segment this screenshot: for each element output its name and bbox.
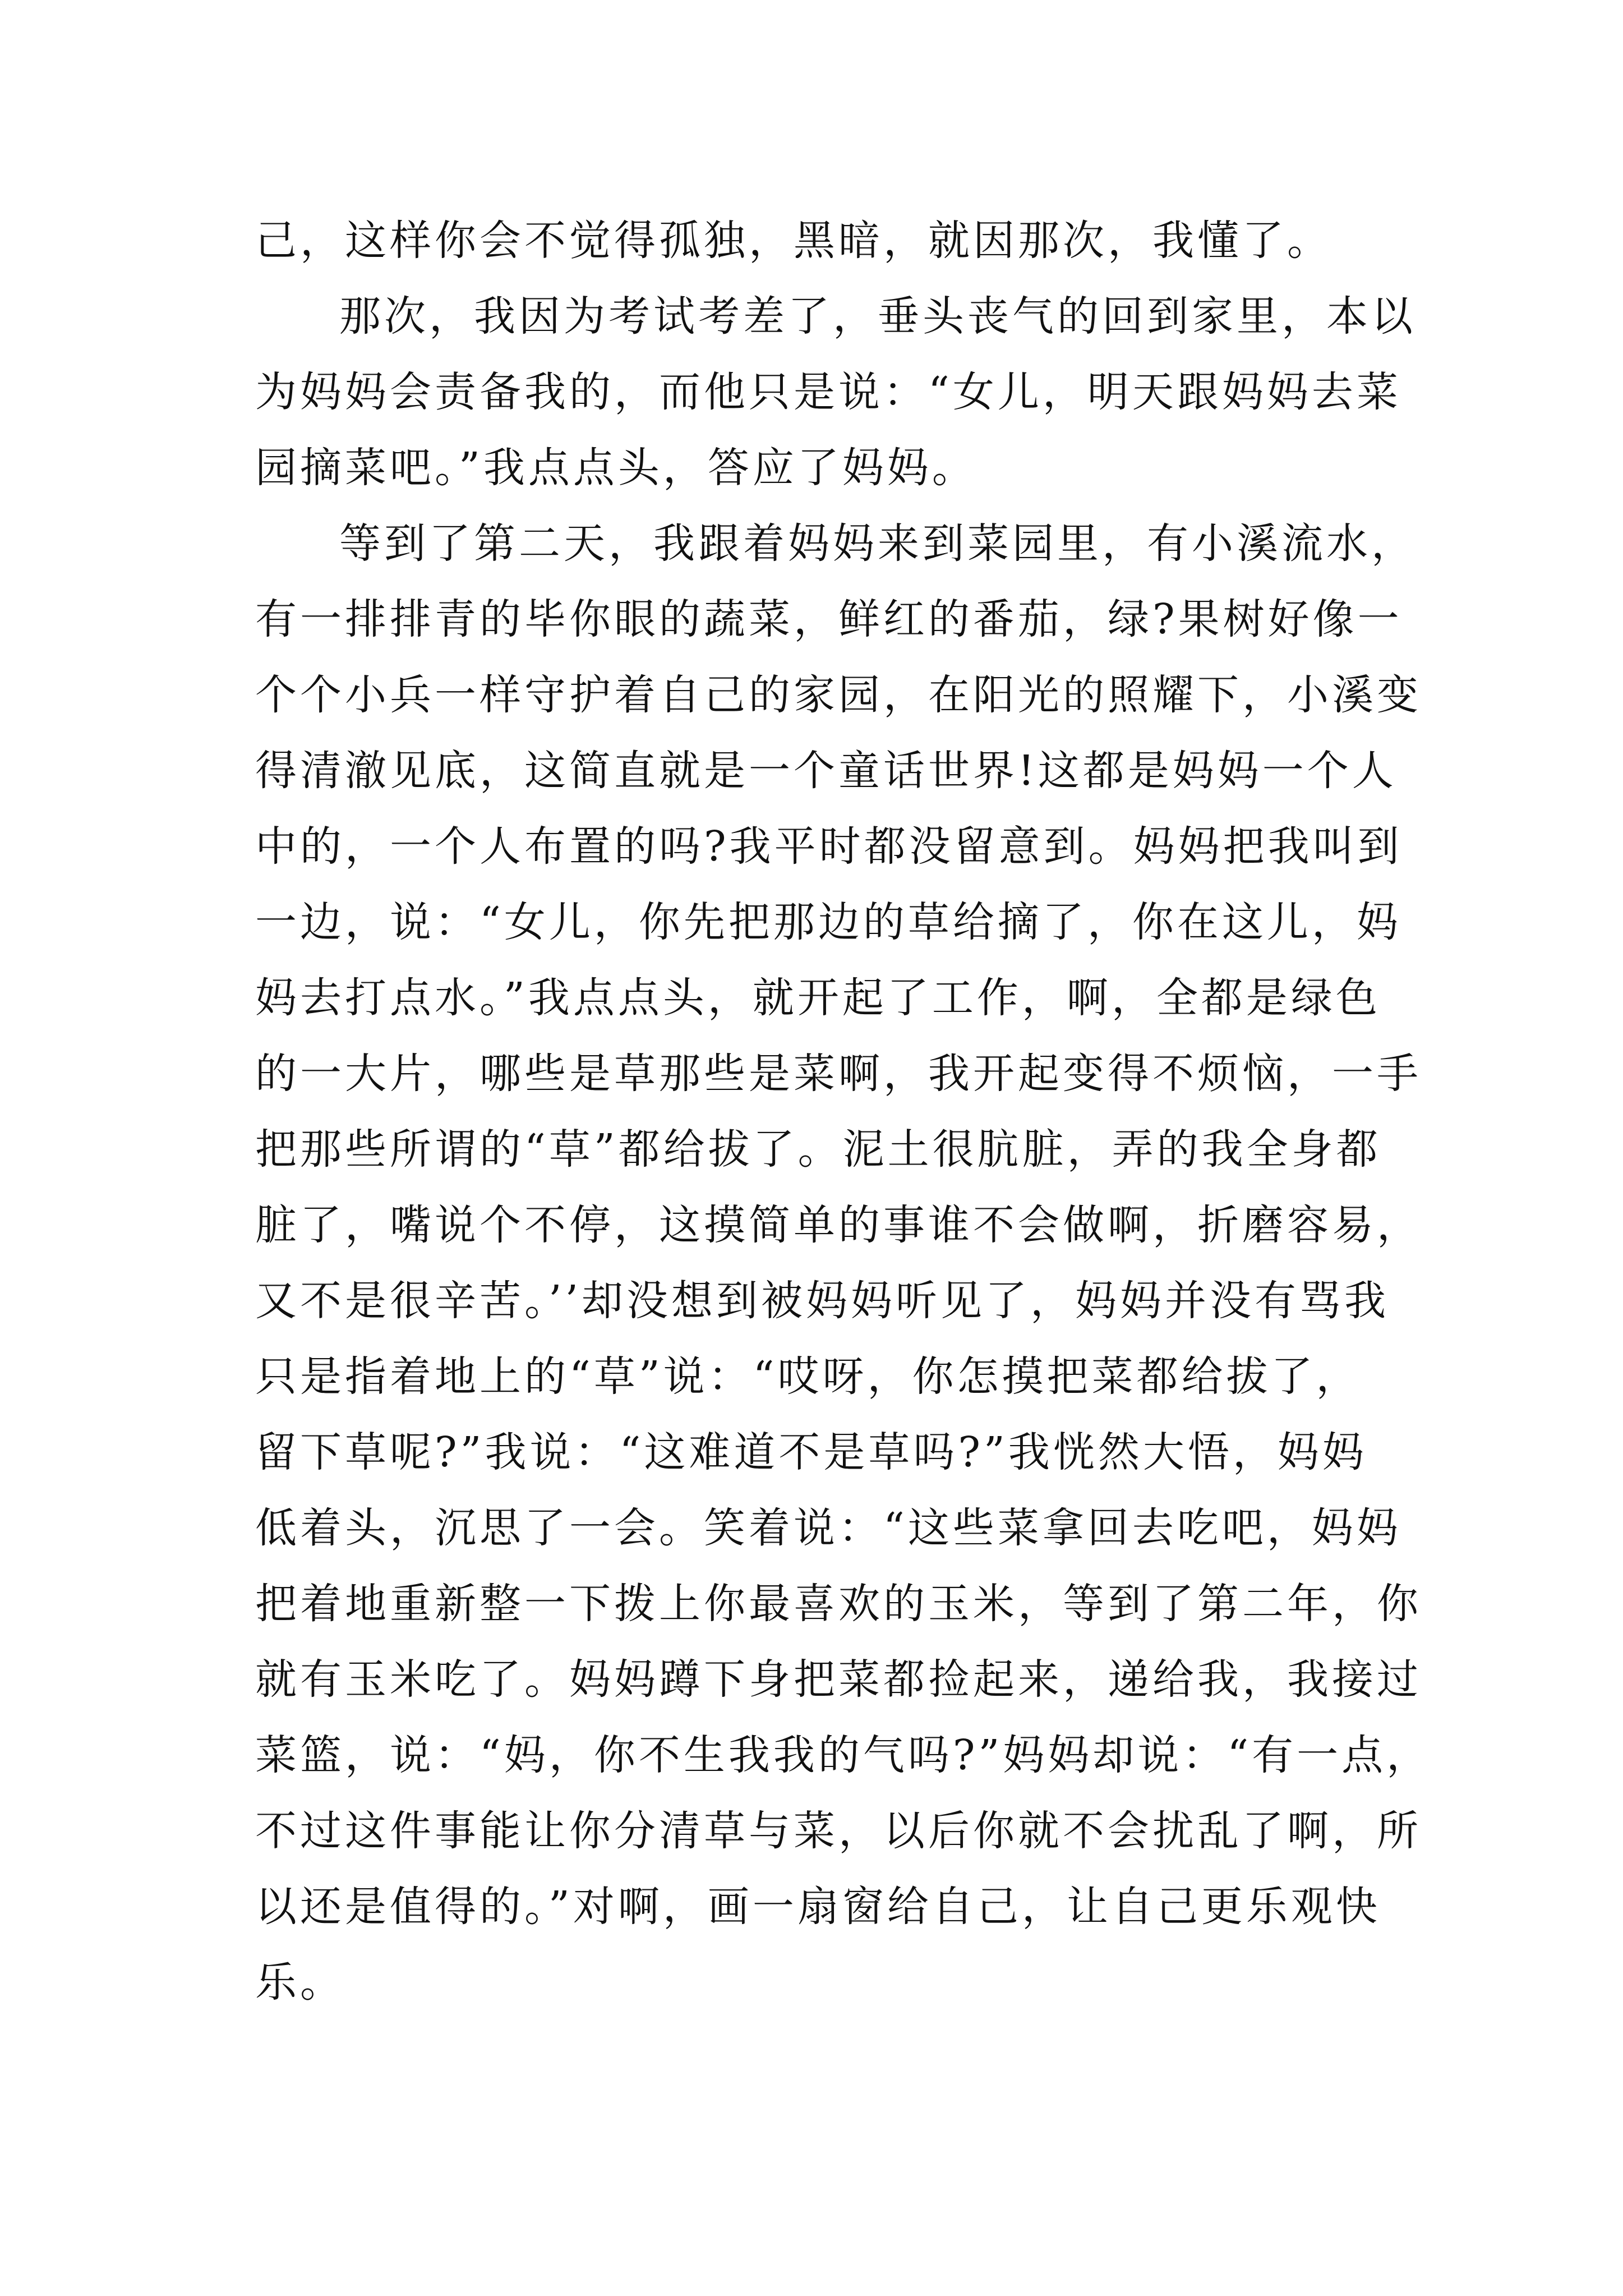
text-line-13: 把那些所谓的“草”都给拔了。泥土很肮脏，弄的我全身都 <box>255 1125 1381 1174</box>
text-line-19: 把着地重新整一下拨上你最喜欢的玉米，等到了第二年，你 <box>255 1580 1422 1628</box>
text-line-11: 妈去打点水。”我点点头，就开起了工作，啊，全都是绿色 <box>255 974 1381 1022</box>
text-line-4: 园摘菜吧。”我点点头，答应了妈妈。 <box>255 444 977 492</box>
text-line-20: 就有玉米吃了。妈妈蹲下身把菜都捡起来，递给我，我接过 <box>255 1655 1422 1704</box>
text-line-12: 的一大片，哪些是草那些是菜啊，我开起变得不烦恼，一手 <box>255 1050 1422 1098</box>
text-line-21: 菜篮，说：“妈，你不生我我的气吗?”妈妈却说：“有一点， <box>255 1731 1432 1779</box>
text-line-10: 一边，说：“女儿，你先把那边的草给摘了，你在这儿，妈 <box>255 898 1401 946</box>
text-line-3: 为妈妈会责备我的，而他只是说：“女儿，明天跟妈妈去菜 <box>255 368 1401 416</box>
text-line-17: 留下草呢?”我说：“这难道不是草吗?”我恍然大悟，妈妈 <box>255 1428 1367 1476</box>
text-line-9: 中的，一个人布置的吗?我平时都没留意到。妈妈把我叫到 <box>255 822 1403 871</box>
text-line-23: 以还是值得的。”对啊，画一扇窗给自己，让自己更乐观快 <box>255 1883 1381 1931</box>
text-line-18: 低着头，沉思了一会。笑着说：“这些菜拿回去吃吧，妈妈 <box>255 1504 1401 1552</box>
text-line-14: 脏了，嘴说个不停，这摸简单的事谁不会做啊，折磨容易， <box>255 1201 1422 1249</box>
text-line-7: 个个小兵一样守护着自己的家园，在阳光的照耀下，小溪变 <box>255 671 1422 719</box>
text-line-1: 己，这样你会不觉得孤独，黑暗，就因那次，我懂了。 <box>255 217 1332 265</box>
text-line-6: 有一排排青的毕你眼的蔬菜，鲜红的番茄，绿?果树好像一 <box>255 595 1403 643</box>
text-line-24: 乐。 <box>255 1958 345 2007</box>
text-line-16: 只是指着地上的“草”说：“哎呀，你怎摸把菜都给拔了， <box>255 1352 1361 1401</box>
text-line-15: 又不是很辛苦。’’却没想到被妈妈听见了，妈妈并没有骂我 <box>255 1277 1390 1325</box>
text-line-8: 得清澈见底，这简直就是一个童话世界!这都是妈妈一个人 <box>255 747 1397 795</box>
text-line-5: 等到了第二天，我跟着妈妈来到菜园里，有小溪流水， <box>339 519 1416 568</box>
text-line-22: 不过这件事能让你分清草与菜，以后你就不会扰乱了啊，所 <box>255 1807 1422 1855</box>
text-line-2: 那次，我因为考试考差了，垂头丧气的回到家里，本以 <box>339 292 1416 341</box>
